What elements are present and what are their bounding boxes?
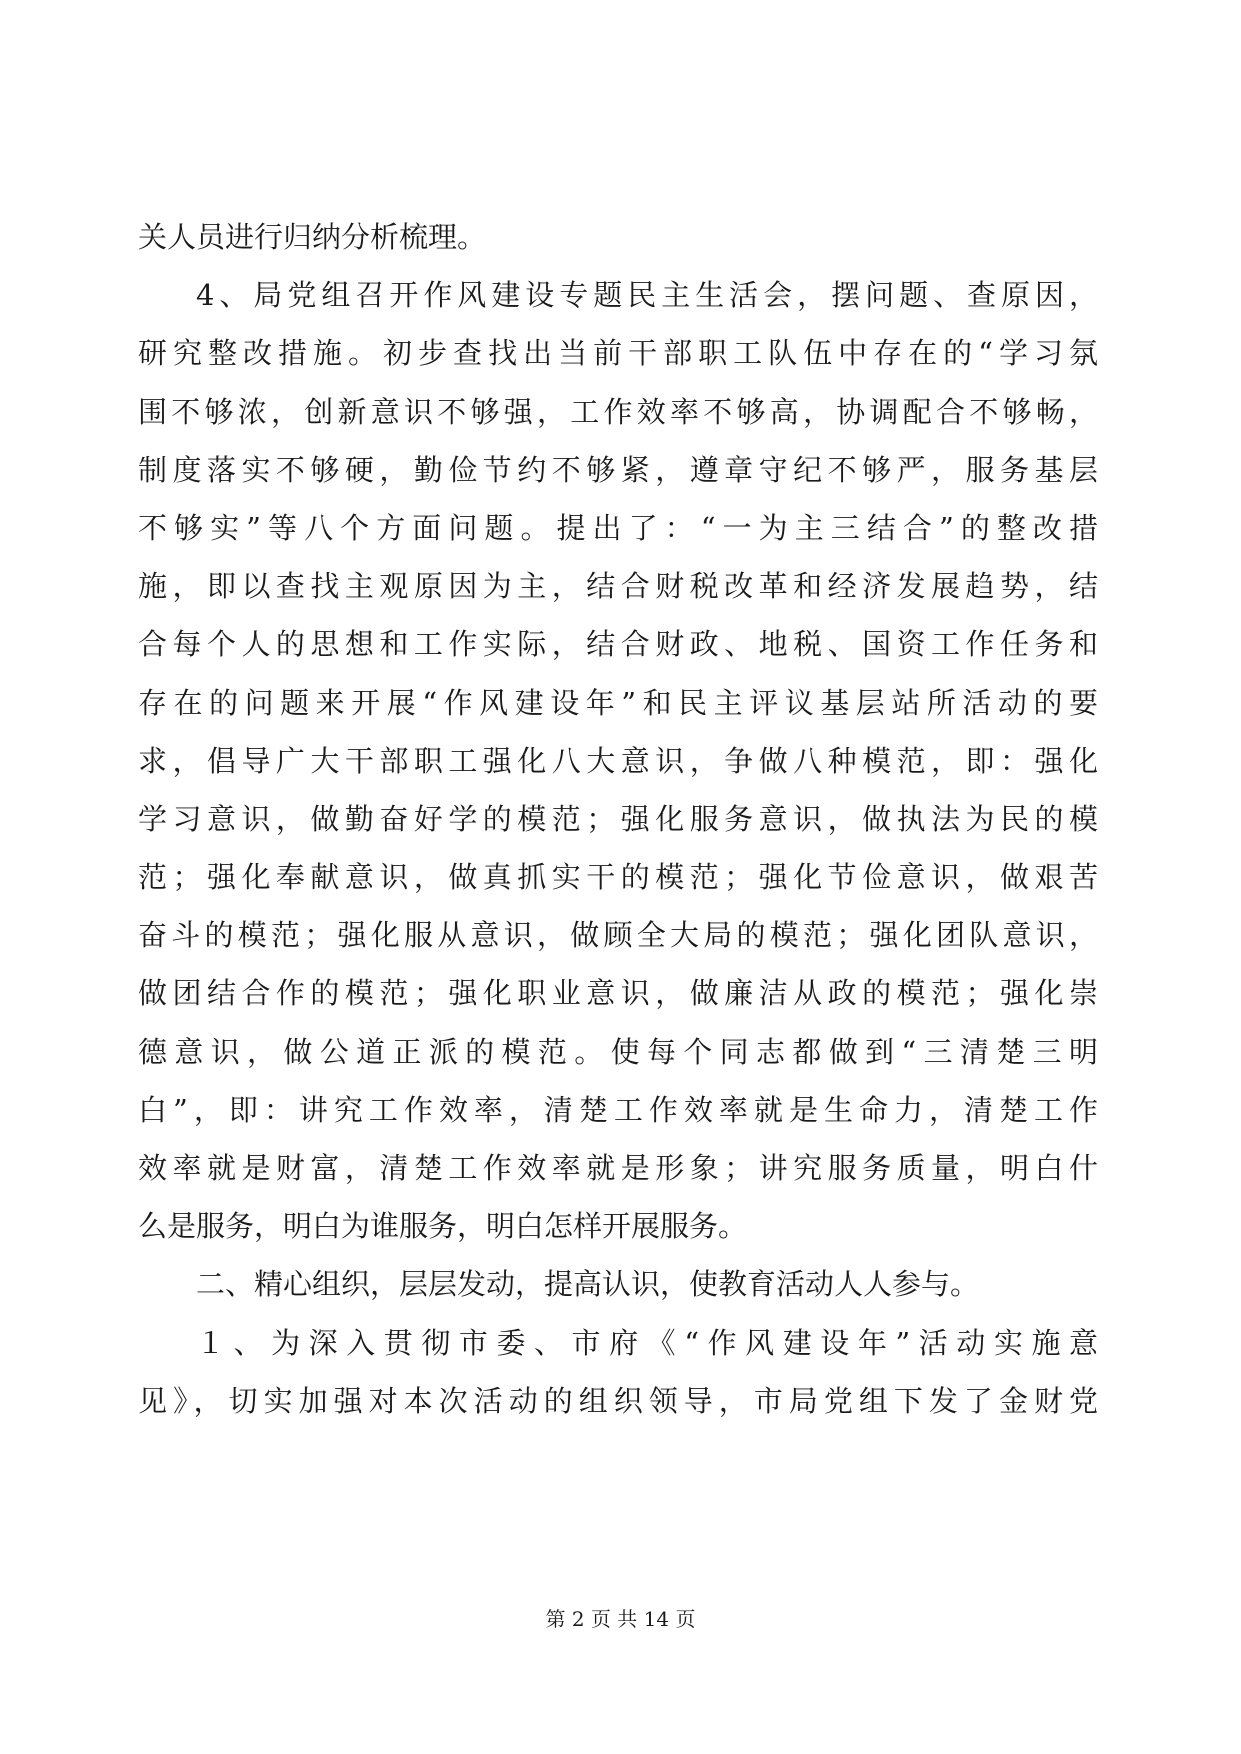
text-line: １、为深入贯彻市委、市府《“作风建设年”活动实施意 (196, 1325, 1098, 1360)
text-line: 做团结合作的模范；强化职业意识，做廉洁从政的模范；强化崇 (138, 976, 1098, 1011)
text-line: 效率就是财富，清楚工作效率就是形象；讲究服务质量，明白什 (138, 1151, 1098, 1185)
text-line: 关人员进行归纳分析梳理。 (138, 220, 487, 254)
text-line: 德意识，做公道正派的模范。使每个同志都做到“三清楚三明 (138, 1034, 1098, 1069)
text-line: 见》，切实加强对本次活动的组织领导，市局党组下发了金财党 (138, 1383, 1098, 1418)
text-line: 合每个人的思想和工作实际，结合财政、地税、国资工作任务和 (138, 627, 1098, 662)
text-line: 制度落实不够硬，勤俭节约不够紧，遵章守纪不够严，服务基层 (138, 452, 1098, 487)
text-line: 范；强化奉献意识，做真抓实干的模范；强化节俭意识，做艰苦 (138, 860, 1098, 895)
text-line: 白”，即：讲究工作效率，清楚工作效率就是生命力，清楚工作 (138, 1092, 1098, 1127)
text-line: 围不够浓，创新意识不够强，工作效率不够高，协调配合不够畅， (138, 394, 1098, 429)
text-line: 研究整改措施。初步查找出当前干部职工队伍中存在的“学习氛 (138, 336, 1098, 371)
text-line: 奋斗的模范；强化服从意识，做顾全大局的模范；强化团队意识， (138, 918, 1098, 953)
document-body (138, 208, 1098, 1430)
text-line: 施，即以查找主观原因为主，结合财税改革和经济发展趋势，结 (138, 569, 1098, 604)
section-heading: 二、精心组织，层层发动，提高认识，使教育活动人人参与。 (196, 1267, 980, 1302)
text-line: 么是服务，明白为谁服务，明白怎样开展服务。 (138, 1209, 748, 1244)
text-line: 求，倡导广大干部职工强化八大意识，争做八种模范，即：强化 (138, 743, 1098, 778)
text-line: 学习意识，做勤奋好学的模范；强化服务意识，做执法为民的模 (138, 801, 1098, 836)
page-number-footer: 第 2 页 共 14 页 (545, 1607, 696, 1631)
text-line: 存在的问题来开展“作风建设年”和民主评议基层站所活动的要 (138, 685, 1098, 720)
text-line: 4、局党组召开作风建设专题民主生活会，摆问题、查原因， (196, 278, 1098, 313)
text-line: 不够实”等八个方面问题。提出了：“一为主三结合”的整改措 (138, 510, 1098, 545)
